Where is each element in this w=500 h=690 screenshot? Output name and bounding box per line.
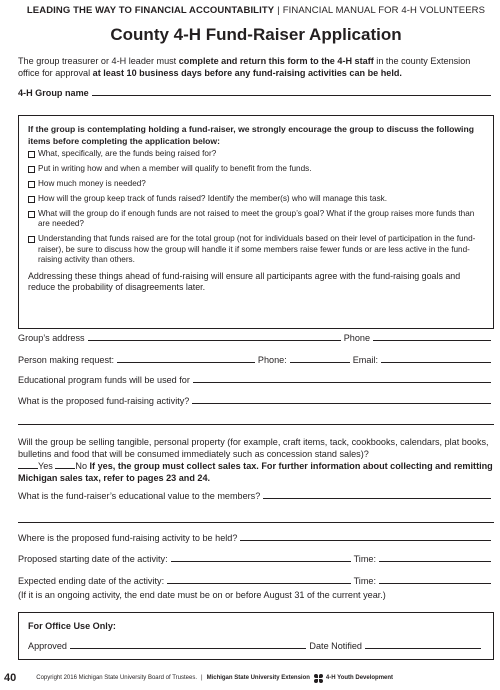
date-notified-field[interactable] — [365, 647, 481, 649]
checkbox-icon[interactable] — [28, 166, 35, 173]
end-time-field[interactable] — [379, 582, 491, 584]
intro-bold2: at least 10 business days before any fund-raising activities can be held. — [92, 68, 402, 78]
page-footer — [4, 672, 494, 684]
address-label: Group’s address — [18, 333, 85, 343]
intro-part1: The group treasurer or 4-H leader must — [18, 56, 179, 66]
where-field[interactable] — [240, 539, 491, 541]
header-separator: | — [277, 5, 280, 16]
where-label: Where is the proposed fund-raising activity to be held? — [18, 533, 238, 543]
footer-org: Michigan State University Extension — [206, 675, 310, 681]
copyright-text: Copyright 2016 Michigan State University Board of Trustees. — [36, 675, 197, 681]
footer-program: 4-H Youth Development — [325, 675, 394, 681]
phone-field[interactable] — [373, 339, 491, 341]
educational-value-row — [18, 491, 494, 501]
clover-logo-icon — [314, 674, 323, 683]
checklist-item-text: What will the group do if enough funds are not raised to meet the group’s goal? What if the group raises more funds than are needed? — [38, 208, 475, 229]
checkbox-icon[interactable] — [28, 236, 35, 243]
page-number: 40 — [4, 672, 17, 684]
activity-row — [18, 396, 494, 406]
activity-field[interactable] — [192, 402, 491, 404]
approved-field[interactable] — [70, 647, 306, 649]
checklist-item-text: How will the group keep track of funds raised? Identify the member(s) who will manage this task. — [38, 193, 388, 203]
activity-field-line2[interactable] — [18, 424, 494, 425]
checkbox-icon[interactable] — [28, 196, 35, 203]
footer-separator: | — [201, 675, 203, 681]
checklist-item — [28, 149, 484, 160]
group-name-field[interactable] — [92, 94, 491, 96]
intro-part2: in the county Extension office for approval — [18, 56, 471, 78]
person-field[interactable] — [117, 361, 255, 363]
no-blank[interactable] — [55, 460, 75, 469]
group-name-label: 4-H Group name — [18, 88, 89, 98]
end-date-row — [18, 576, 494, 586]
no-label: No — [75, 461, 87, 472]
page-title: County 4-H Fund-Raiser Application — [110, 25, 402, 44]
checklist-item — [28, 234, 484, 266]
end-time-label: Time: — [353, 576, 376, 586]
office-row — [28, 641, 484, 651]
tangible-text: Will the group be selling tangible, personal property (for example, craft items, tack, cookbooks, calendars, plat books, bulletins and food that will be consumed immediately such as concession stand sales)? — [18, 437, 489, 459]
intro-paragraph — [18, 55, 494, 79]
checklist-item-text: Understanding that funds raised are for the total group (not for individuals based on their level of participation in the fund-raiser), be sure to discuss how the group will handle it if some members raise fewer funds or are less active in the fund-raising activity than others. — [38, 234, 476, 265]
checklist-item — [28, 194, 484, 205]
address-row — [18, 333, 494, 343]
educational-funds-field[interactable] — [193, 381, 491, 383]
educational-value-label: What is the fund-raiser’s educational value to the members? — [18, 491, 261, 501]
educational-funds-label: Educational program funds will be used for — [18, 375, 190, 385]
header-left: LEADING THE WAY TO FINANCIAL ACCOUNTABILITY — [26, 5, 275, 16]
start-date-field[interactable] — [171, 560, 351, 562]
activity-label: What is the proposed fund-raising activity? — [18, 396, 190, 406]
group-name-row — [18, 88, 494, 98]
ongoing-note: (If it is an ongoing activity, the end date must be on or before August 31 of the current year.) — [18, 590, 386, 600]
page — [4, 0, 494, 690]
discussion-box — [18, 115, 494, 329]
email-label: Email: — [352, 355, 378, 365]
checklist-item-text: What, specifically, are the funds being raised for? — [38, 149, 217, 158]
educational-value-field[interactable] — [263, 497, 491, 499]
checklist-item — [28, 209, 484, 230]
sales-tax-note: If yes, the group must collect sales tax. For further information about collecting and remitting Michigan sales tax, refer to pages 23 and 24. — [18, 461, 493, 483]
start-date-label: Proposed starting date of the activity: — [18, 554, 168, 564]
approved-label: Approved — [28, 641, 67, 651]
intro-bold1: complete and return this form to the 4-H staff — [178, 56, 374, 66]
end-date-label: Expected ending date of the activity: — [18, 576, 165, 586]
phone-label: Phone — [343, 333, 370, 343]
checklist-item — [28, 179, 484, 190]
checklist-item — [28, 164, 484, 175]
office-title: For Office Use Only: — [28, 621, 116, 631]
phone2-label: Phone: — [257, 355, 287, 365]
date-notified-label: Date Notified — [309, 641, 362, 651]
checklist-item-text: Put in writing how and when a member will qualify to benefit from the funds. — [38, 163, 312, 173]
tangible-paragraph — [18, 437, 494, 484]
start-time-field[interactable] — [379, 560, 491, 562]
header-right: FINANCIAL MANUAL FOR 4-H VOLUNTEERS — [282, 5, 486, 16]
phone2-field[interactable] — [290, 361, 350, 363]
start-time-label: Time: — [353, 554, 376, 564]
yes-label: Yes — [38, 461, 53, 472]
address-field[interactable] — [88, 339, 341, 341]
person-row — [18, 355, 494, 365]
box-lead: If the group is contemplating holding a fund-raiser, we strongly encourage the group to discuss the following items before completing the application below: — [28, 124, 474, 146]
box-closing: Addressing these things ahead of fund-raising will ensure all participants agree with the fund-raising goals and reduce the probability of disagreements later. — [28, 270, 461, 293]
office-use-box — [18, 612, 494, 660]
email-field[interactable] — [381, 361, 491, 363]
running-header — [18, 5, 494, 16]
checklist-item-text: How much money is needed? — [38, 178, 146, 188]
educational-funds-row — [18, 375, 494, 385]
educational-value-field-line2[interactable] — [18, 522, 494, 523]
checkbox-icon[interactable] — [28, 211, 35, 218]
yes-blank[interactable] — [18, 460, 38, 469]
person-label: Person making request: — [18, 355, 115, 365]
start-date-row — [18, 554, 494, 564]
end-date-field[interactable] — [167, 582, 350, 584]
checkbox-icon[interactable] — [28, 151, 35, 158]
where-row — [18, 533, 494, 543]
discussion-checklist — [28, 149, 484, 266]
checkbox-icon[interactable] — [28, 181, 35, 188]
